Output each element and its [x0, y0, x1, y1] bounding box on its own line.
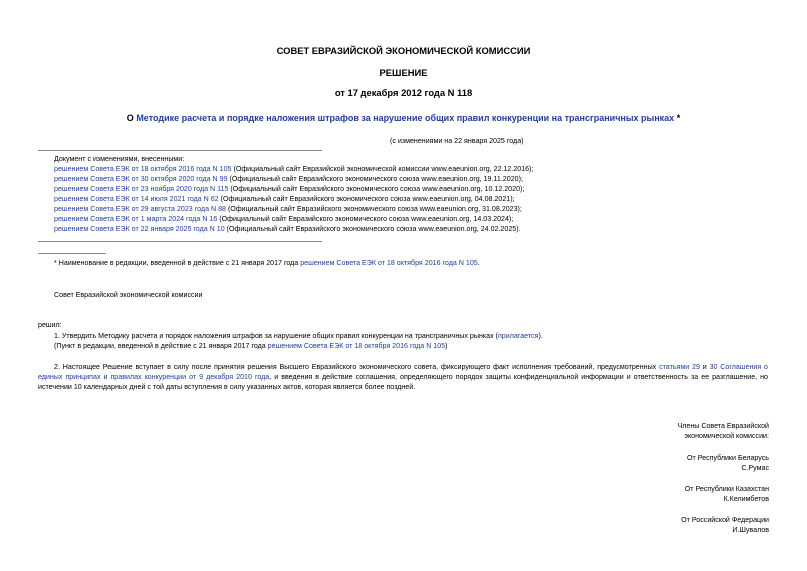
- date-number-heading: от 17 декабря 2012 года N 118: [334, 87, 473, 98]
- revision-note: (с изменениями на 22 января 2025 года): [390, 137, 524, 145]
- change-link[interactable]: решением Совета ЕЭК от 14 июля 2021 года N 62: [54, 195, 219, 203]
- change-item: решением Совета ЕЭК от 30 октября 2020 года N 99 (Официальный сайт Евразийского экономического союза www.eaeunion.org, 19.11.2020);: [54, 175, 523, 183]
- footnote-link[interactable]: решением Совета ЕЭК от 18 октября 2016 года N 105: [300, 259, 478, 267]
- change-link[interactable]: решением Совета ЕЭК от 22 января 2025 года N 10: [54, 225, 225, 233]
- change-item: решением Совета ЕЭК от 18 октября 2016 года N 105 (Официальный сайт Евразийской экономической комиссии www.eaeunion.org, 22.12.2016);: [54, 165, 534, 173]
- signature-kazakhstan: От Республики Казахстан К.Келимбетов: [684, 485, 769, 503]
- title-suffix: *: [674, 113, 681, 123]
- signature-belarus: От Республики Беларусь С.Румас: [686, 454, 769, 472]
- agreement-link[interactable]: 30 Соглашения о единых принципах и правилах конкуренции от 9 декабря 2010 года: [38, 363, 769, 381]
- change-link[interactable]: решением Совета ЕЭК от 23 ноября 2020 года N 115: [54, 185, 229, 193]
- decided-label: решил:: [38, 321, 62, 329]
- org-heading: СОВЕТ ЕВРАЗИЙСКОЙ ЭКОНОМИЧЕСКОЙ КОМИССИИ: [276, 45, 531, 56]
- document-title: [0, 113, 807, 123]
- changes-list: [54, 164, 533, 234]
- p1-note-link[interactable]: решением Совета ЕЭК от 18 октября 2016 года N 105: [267, 342, 446, 350]
- changes-intro: Документ с изменениями, внесенными:: [54, 155, 185, 163]
- paragraph-2: 2. Настоящее Решение вступает в силу после принятия решения Высшего Евразийского экономического совета, фиксирующего факт исполнения требований, предусмотренных статьями 29 и 30 Соглашения о единых принципах и правилах конкуренции от 9 декабря 2010 года, и введения в действие соглашения, определяющего порядок защиты конфиденциальной информации и ответственность за ее разглашение, но истечении 10 календарных дней с той даты вступления в силу указанных актов, которая является более поздней.: [38, 363, 769, 391]
- change-item: решением Совета ЕЭК от 23 ноября 2020 года N 115 (Официальный сайт Евразийского экономического союза www.eaeunion.org, 10.12.2020);: [54, 185, 525, 193]
- change-link[interactable]: решением Совета ЕЭК от 18 октября 2016 года N 105: [54, 165, 232, 173]
- footnote-divider: [38, 253, 106, 254]
- divider-mid: [38, 241, 322, 242]
- change-link[interactable]: решением Совета ЕЭК от 1 марта 2024 года N 16: [54, 215, 218, 223]
- paragraph-1-note: (Пункт в редакции, введенной в действие с 21 января 2017 года решением Совета ЕЭК от 18 октября 2016 года N 105): [54, 342, 448, 350]
- title-link[interactable]: Методике расчета и порядке наложения штрафов за нарушение общих правил конкуренции на трансграничных рынках: [136, 113, 675, 123]
- doc-type-heading: РЕШЕНИЕ: [379, 67, 428, 78]
- change-item: решением Совета ЕЭК от 22 января 2025 года N 10 (Официальный сайт Евразийского экономического союза www.eaeunion.org, 24.02.2025).: [54, 225, 521, 233]
- signatures-members: Члены Совета Евразийской экономической комиссии:: [677, 422, 769, 440]
- change-link[interactable]: решением Совета ЕЭК от 30 октября 2020 года N 99: [54, 175, 228, 183]
- paragraph-1: 1. Утвердить Методику расчета и порядок наложения штрафов за нарушение общих правил конкуренции на трансграничных рынках (прилагается).: [54, 332, 543, 340]
- change-item: решением Совета ЕЭК от 14 июля 2021 года N 62 (Официальный сайт Евразийского экономического союза www.eaeunion.org, 04.08.2021);: [54, 195, 515, 203]
- divider-top: [38, 150, 322, 151]
- change-item: решением Совета ЕЭК от 29 августа 2023 года N 88 (Официальный сайт Евразийского экономического союза www.eaeunion.org, 31.08.2023);: [54, 205, 522, 213]
- title-prefix: О: [126, 113, 137, 123]
- signature-russia: От Российской Федерации И.Шувалов: [681, 516, 769, 534]
- annex-link[interactable]: прилагается: [497, 332, 539, 340]
- footnote: * Наименование в редакции, введенной в действие с 21 января 2017 года решением Совета ЕЭК от 18 октября 2016 года N 105.: [54, 259, 480, 267]
- change-item: решением Совета ЕЭК от 1 марта 2024 года N 16 (Официальный сайт Евразийского экономического союза www.eaeunion.org, 14.03.2024);: [54, 215, 514, 223]
- article-29-link[interactable]: статьями 29: [659, 363, 700, 371]
- change-link[interactable]: решением Совета ЕЭК от 29 августа 2023 года N 88: [54, 205, 226, 213]
- council-name: Совет Евразийской экономической комиссии: [54, 291, 203, 299]
